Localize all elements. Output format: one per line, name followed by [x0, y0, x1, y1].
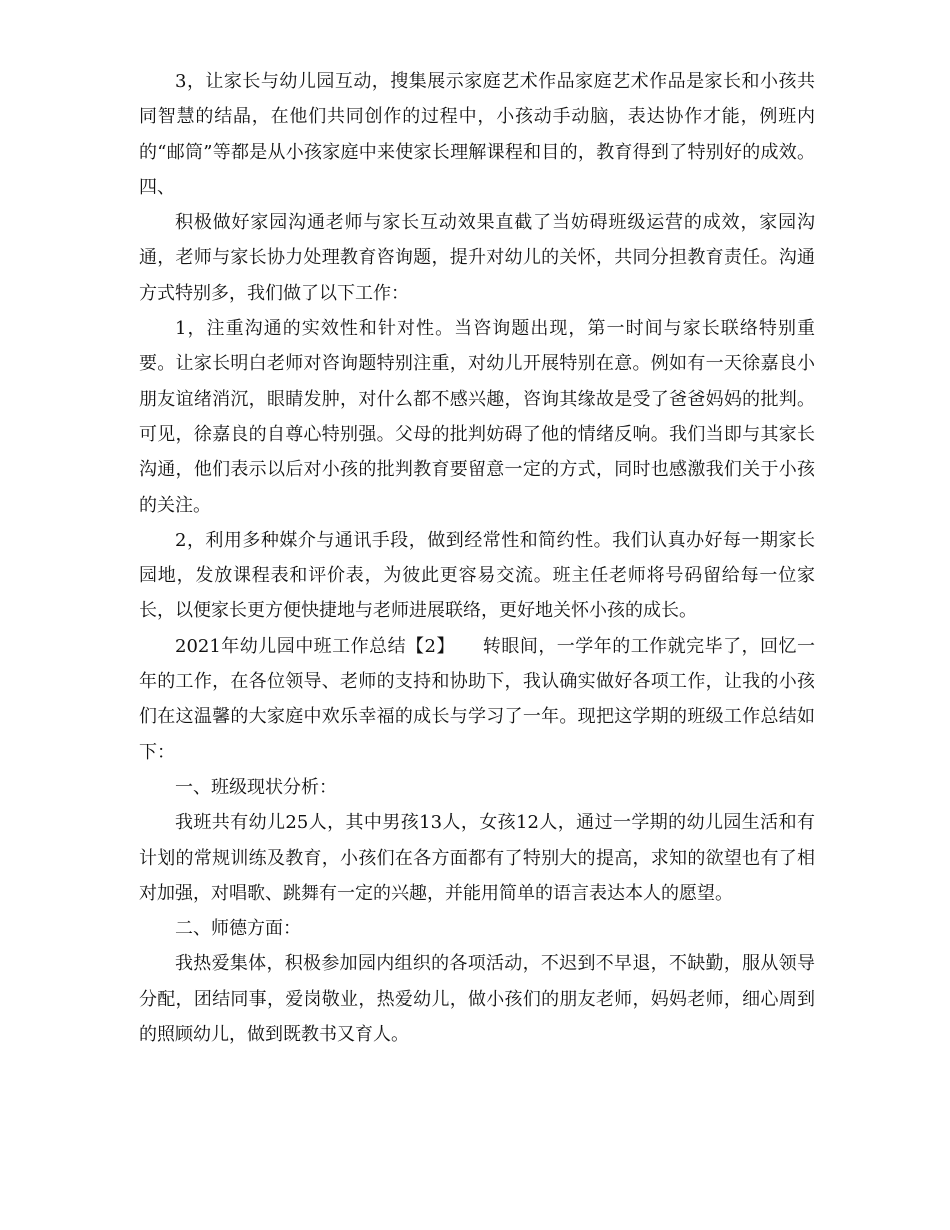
- paragraph-4: 2，利用多种媒介与通讯手段，做到经常性和简约性。我们认真办好每一期家长园地，发放课程表和评价表，为彼此更容易交流。班主任老师将号码留给每一位家长，以便家长更方便快捷地与老师进展联络，更好地关怀小孩的成长。: [139, 529, 815, 622]
- document-body: [139, 64, 815, 1052]
- paragraph-2: 积极做好家园沟通老师与家长互动效果直截了当妨碍班级运营的成效，家园沟通，老师与家长协力处理教育咨询题，提升对幼儿的关怀，共同分担教育责任。沟通方式特别多，我们做了以下工作：: [139, 212, 815, 304]
- section-heading-2: 二、师德方面：: [175, 918, 301, 940]
- section-heading-1: 一、班级现状分析：: [175, 776, 337, 798]
- paragraph-7: 我热爱集体，积极参加园内组织的各项活动，不迟到不早退，不缺勤，服从领导分配，团结同事，爱岗敬业，热爱幼儿，做小孩们的朋友老师，妈妈老师，细心周到的照顾幼儿，做到既教书又育人。: [139, 953, 815, 1046]
- paragraph-1: 3，让家长与幼儿园互动，搜集展示家庭艺术作品家庭艺术作品是家长和小孩共同智慧的结晶，在他们共同创作的过程中，小孩动手动脑，表达协作才能，例班内的“邮筒”等都是从小孩家庭中来使家长理解课程和目的，教育得到了特别好的成效。四、: [139, 71, 815, 198]
- paragraph-5: 2021年幼儿园中班工作总结【2】 转眼间，一学年的工作就完毕了，回忆一年的工作，在各位领导、老师的支持和协助下，我认确实做好各项工作，让我的小孩们在这温馨的大家庭中欢乐幸福的成长与学习了一年。现把这学期的班级工作总结如下：: [139, 635, 815, 763]
- paragraph-6: 我班共有幼儿25人，其中男孩13人，女孩12人，通过一学期的幼儿园生活和有计划的常规训练及教育，小孩们在各方面都有了特别大的提高，求知的欲望也有了相对加强，对唱歌、跳舞有一定的兴趣，并能用简单的语言表达本人的愿望。: [139, 812, 815, 904]
- paragraph-3: 1，注重沟通的实效性和针对性。当咨询题出现，第一时间与家长联络特别重要。让家长明白老师对咨询题特别注重，对幼儿开展特别在意。例如有一天徐嘉良小朋友谊绪消沉，眼睛发肿，对什么都不感兴趣，咨询其缘故是受了爸爸妈妈的批判。可见，徐嘉良的自尊心特别强。父母的批判妨碍了他的情绪反响。我们当即与其家长沟通，他们表示以后对小孩的批判教育要留意一定的方式，同时也感激我们关于小孩的关注。: [139, 318, 815, 516]
